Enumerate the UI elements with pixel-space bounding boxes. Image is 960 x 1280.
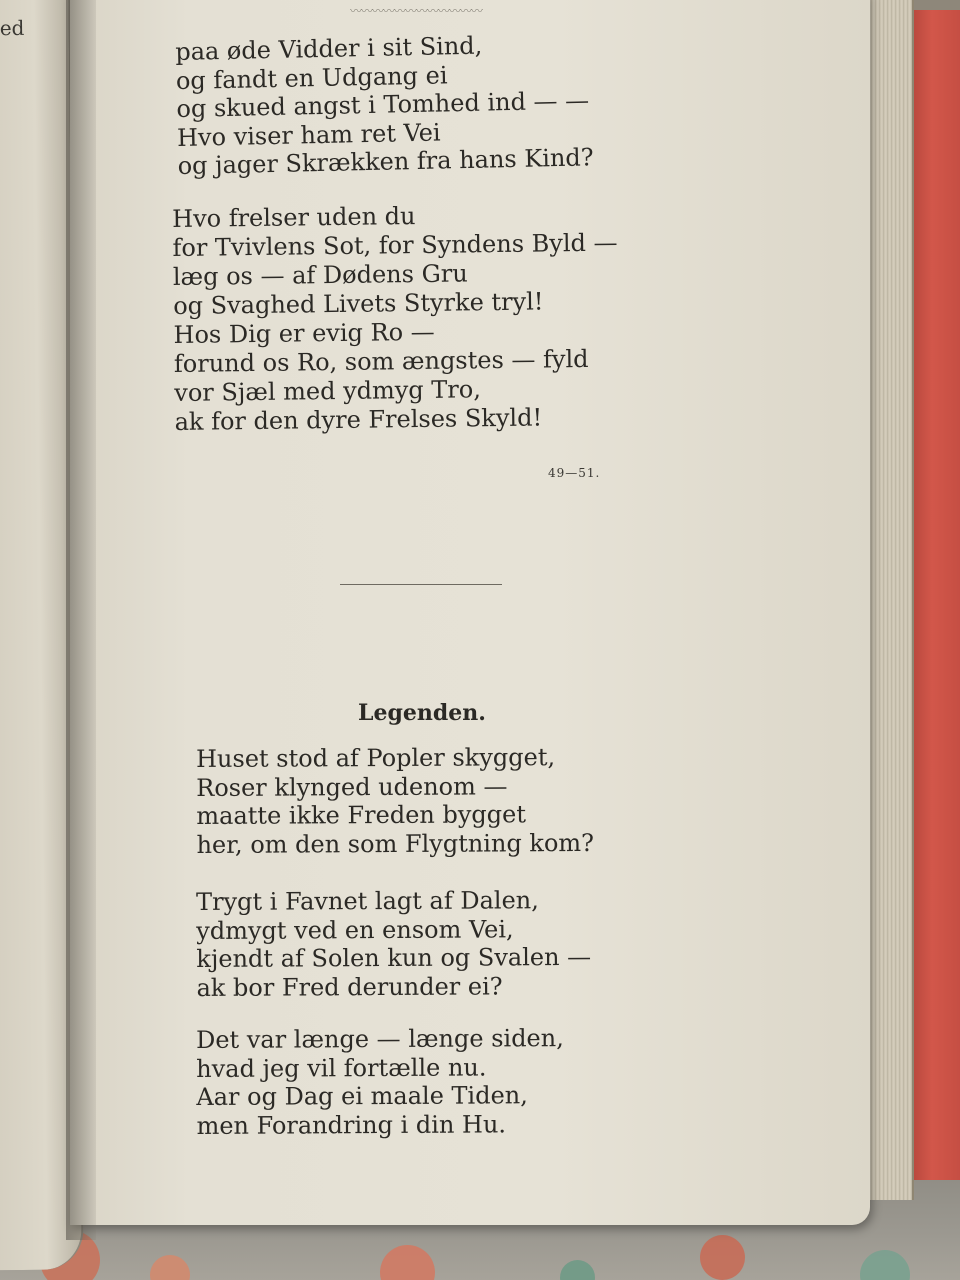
poem-line: Hvo viser ham ret Vei [176,117,441,152]
poem-line: Roser klynged udenom — [196,771,508,802]
poem-title: Legenden. [358,700,486,726]
top-ornament-divider: 〰〰〰〰〰〰〰〰〰〰〰〰 [350,4,483,12]
poem-line: ak for den dyre Frelses Skyld! [174,403,543,436]
flower-pattern-icon [860,1250,910,1280]
legenden-stanza-2 [196,886,591,1002]
poem-line: paa øde Vidder i sit Sind, [175,31,483,66]
top-poem-stanza-1 [175,29,594,180]
poem-line: læg os — af Dødens Gru [172,259,468,291]
poem-line: Hvo frelser uden du [172,202,416,233]
flower-pattern-icon [560,1260,595,1280]
poem-line: vor Sjæl med ydmyg Tro, [174,375,482,407]
flower-pattern-icon [700,1235,745,1280]
poem-line: Aar og Dag ei maale Tiden, [196,1081,528,1111]
poem-line: ak bor Fred derunder ei? [196,971,503,1002]
poem-line: forund os Ro, som ængstes — fyld [173,344,589,378]
top-poem-stanza-2 [172,200,620,437]
poem-line: ydmygt ved en ensom Vei, [196,914,514,945]
flower-pattern-icon [380,1245,435,1280]
poem-line: men Forandring i din Hu. [196,1109,507,1140]
section-divider [340,584,502,585]
poem-line: hvad jeg vil fortælle nu. [196,1052,487,1083]
poem-line: Det var længe — længe siden, [196,1024,564,1054]
legenden-stanza-1 [196,743,594,859]
poem-line: for Tvivlens Sot, for Syndens Byld — [172,228,618,262]
legenden-stanza-3 [196,1024,564,1140]
poem-line: og fandt en Udgang ei [175,60,448,95]
left-page-text-fragment: ed [0,15,25,41]
poem-line: her, om den som Flygtning kom? [196,828,595,859]
poem-number: 49—51. [548,466,601,480]
poem-line: og Svaghed Livets Styrke tryl! [173,287,544,320]
poem-line: Huset stod af Popler skygget, [196,743,556,773]
flower-pattern-icon [150,1255,190,1280]
poem-line: kjendt af Solen kun og Svalen — [196,942,592,973]
poem-line: og skued angst i Tomhed ind — — [176,86,590,123]
poem-line: og jager Skrækken fra hans Kind? [177,143,594,180]
poem-line: Hos Dig er evig Ro — [173,317,435,349]
poem-line: maatte ikke Freden bygget [196,800,527,830]
poem-line: Trygt i Favnet lagt af Dalen, [196,886,539,916]
book-gutter [66,0,96,1240]
